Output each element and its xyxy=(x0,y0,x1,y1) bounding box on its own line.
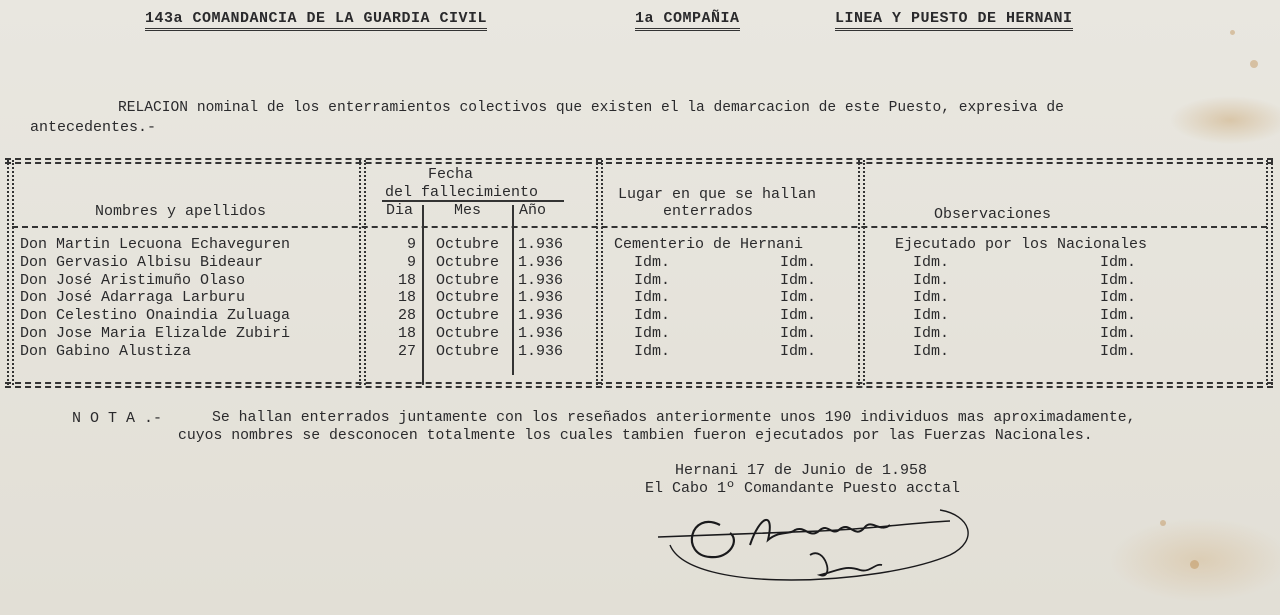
row-mes: Octubre xyxy=(436,307,500,325)
row-lugar: Cementerio de Hernani xyxy=(614,236,804,253)
row-lugar-b: Idm. xyxy=(780,253,817,271)
row-dia: 9 xyxy=(406,253,416,271)
row-mes: Octubre xyxy=(436,253,500,271)
row-nombre: Don Martin Lecuona Echaveguren xyxy=(20,236,291,253)
nota-label: N O T A .- xyxy=(72,410,163,427)
row-nombre: Don José Adarraga Larburu xyxy=(20,289,246,307)
row-nombre: Don Jose Maria Elizalde Zubiri xyxy=(20,325,291,342)
row-obs: Idm. xyxy=(913,253,950,271)
col-header-mes: Mes xyxy=(454,202,482,219)
row-ano: 1.936 xyxy=(518,342,564,360)
row-dia: 18 xyxy=(397,271,416,289)
col-header-fallecimiento: del fallecimiento xyxy=(385,184,539,201)
row-obs: Idm. xyxy=(913,325,950,342)
col-header-observaciones: Observaciones xyxy=(934,206,1052,223)
col-header-ano: Año xyxy=(519,202,547,219)
row-obs: Idm. xyxy=(913,307,950,325)
row-lugar-b: Idm. xyxy=(780,342,817,360)
row-mes: Octubre xyxy=(436,342,500,360)
row-lugar-b: Idm. xyxy=(780,289,817,307)
row-lugar-b: Idm. xyxy=(780,271,817,289)
intro-line-1: RELACION nominal de los enterramientos colectivos que existen el la demarcacion de este Puesto, expresiva de xyxy=(118,100,1064,116)
row-lugar-b: Idm. xyxy=(780,307,817,325)
header-linea: LINEA Y PUESTO DE HERNANI xyxy=(835,10,1073,31)
row-obs: Ejecutado por los Nacionales xyxy=(895,236,1148,253)
row-lugar-b: Idm. xyxy=(780,325,817,342)
signature xyxy=(650,485,990,595)
row-lugar: Idm. xyxy=(634,289,671,307)
row-mes: Octubre xyxy=(436,325,500,342)
row-dia: 28 xyxy=(397,307,416,325)
row-lugar: Idm. xyxy=(634,253,671,271)
row-mes: Octubre xyxy=(436,271,500,289)
row-obs-b: Idm. xyxy=(1100,253,1137,271)
row-lugar: Idm. xyxy=(634,325,671,342)
row-nombre: Don Gervasio Albisu Bideaur xyxy=(20,253,264,271)
header-compania: 1a COMPAÑIA xyxy=(635,10,740,31)
row-nombre: Don Gabino Alustiza xyxy=(20,342,192,360)
col-header-nombres: Nombres y apellidos xyxy=(95,203,267,220)
row-mes: Octubre xyxy=(436,236,500,253)
nota-line-1: Se hallan enterrados juntamente con los reseñados anteriormente unos 190 individuos mas aproximadamente, xyxy=(212,410,1136,426)
row-dia: 18 xyxy=(397,289,416,307)
row-obs: Idm. xyxy=(913,342,950,360)
row-obs-b: Idm. xyxy=(1100,289,1137,307)
row-obs-b: Idm. xyxy=(1100,307,1137,325)
row-ano: 1.936 xyxy=(518,325,564,342)
row-obs-b: Idm. xyxy=(1100,342,1137,360)
col-header-lugar: Lugar en que se hallan xyxy=(618,186,817,203)
row-ano: 1.936 xyxy=(518,253,564,271)
closing-signer: El Cabo 1º Comandante Puesto acctal xyxy=(645,480,961,497)
row-obs-b: Idm. xyxy=(1100,325,1137,342)
row-lugar: Idm. xyxy=(634,307,671,325)
row-ano: 1.936 xyxy=(518,236,564,253)
row-dia: 9 xyxy=(406,236,416,253)
row-ano: 1.936 xyxy=(518,289,564,307)
nota-line-2: cuyos nombres se desconocen totalmente los cuales tambien fueron ejecutados por las Fuerzas Nacionales. xyxy=(178,428,1093,444)
col-header-enterrados: enterrados xyxy=(663,203,754,220)
row-lugar: Idm. xyxy=(634,342,671,360)
row-obs: Idm. xyxy=(913,289,950,307)
row-obs-b: Idm. xyxy=(1100,271,1137,289)
row-obs: Idm. xyxy=(913,271,950,289)
closing-place-date: Hernani 17 de Junio de 1.958 xyxy=(675,462,928,479)
row-dia: 27 xyxy=(397,342,416,360)
row-ano: 1.936 xyxy=(518,271,564,289)
intro-line-2: antecedentes.- xyxy=(30,119,157,136)
row-mes: Octubre xyxy=(436,289,500,307)
col-header-dia: Dia xyxy=(386,202,414,219)
row-ano: 1.936 xyxy=(518,307,564,325)
header-comandancia: 143a COMANDANCIA DE LA GUARDIA CIVIL xyxy=(145,10,487,31)
row-lugar: Idm. xyxy=(634,271,671,289)
col-header-fecha: Fecha xyxy=(428,166,474,183)
row-nombre: Don José Aristimuño Olaso xyxy=(20,271,246,289)
row-dia: 18 xyxy=(397,325,416,342)
row-nombre: Don Celestino Onaindia Zuluaga xyxy=(20,307,291,325)
